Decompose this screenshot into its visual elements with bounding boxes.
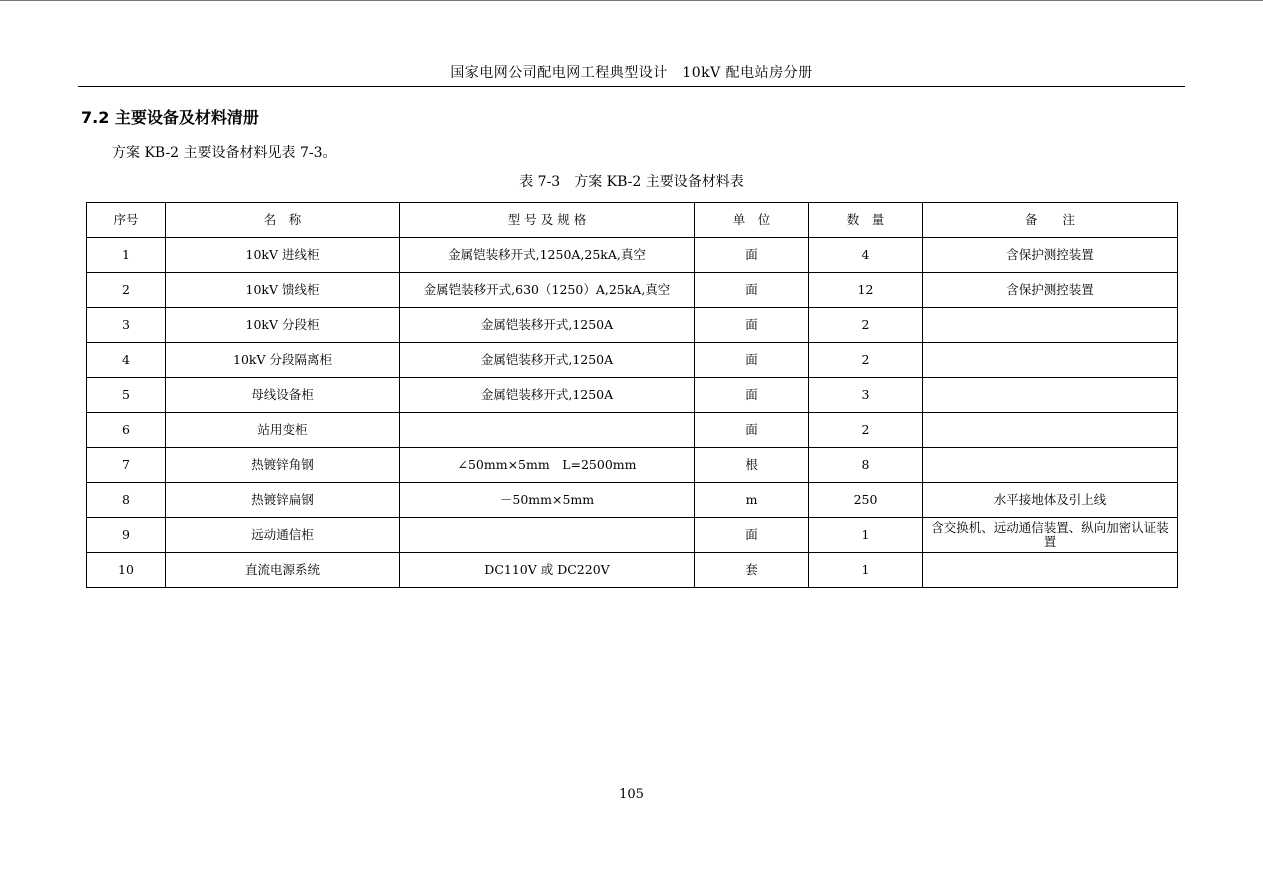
cell-unit: 面 — [695, 238, 809, 273]
table-row — [87, 308, 1178, 343]
cell-remarks: 含交换机、远动通信装置、纵向加密认证装置 — [923, 518, 1178, 553]
materials-table — [86, 202, 1178, 588]
cell-quantity: 4 — [809, 238, 923, 273]
cell-quantity: 2 — [809, 343, 923, 378]
table-row — [87, 343, 1178, 378]
cell-remarks — [923, 343, 1178, 378]
table-row — [87, 238, 1178, 273]
cell-spec: 金属铠装移开式,1250A — [400, 378, 695, 413]
cell-name: 10kV 分段隔离柜 — [166, 343, 400, 378]
cell-quantity: 250 — [809, 483, 923, 518]
table-row — [87, 518, 1178, 553]
header-cell-index: 序号 — [87, 203, 166, 238]
cell-remarks — [923, 413, 1178, 448]
cell-index: 5 — [87, 378, 166, 413]
table-row — [87, 273, 1178, 308]
cell-name: 直流电源系统 — [166, 553, 400, 588]
cell-remarks — [923, 308, 1178, 343]
cell-spec: －50mm×5mm — [400, 483, 695, 518]
cell-remarks: 含保护测控装置 — [923, 273, 1178, 308]
cell-name: 站用变柜 — [166, 413, 400, 448]
cell-index: 9 — [87, 518, 166, 553]
cell-index: 4 — [87, 343, 166, 378]
cell-unit: 面 — [695, 413, 809, 448]
cell-name: 远动通信柜 — [166, 518, 400, 553]
table-row — [87, 553, 1178, 588]
cell-unit: 根 — [695, 448, 809, 483]
section-title: 7.2 主要设备及材料清册 — [81, 108, 259, 127]
header-divider — [78, 86, 1185, 87]
cell-spec: 金属铠装移开式,1250A — [400, 343, 695, 378]
cell-index: 7 — [87, 448, 166, 483]
cell-unit: 套 — [695, 553, 809, 588]
cell-quantity: 2 — [809, 413, 923, 448]
cell-quantity: 3 — [809, 378, 923, 413]
cell-remarks: 含保护测控装置 — [923, 238, 1178, 273]
cell-spec — [400, 413, 695, 448]
cell-unit: 面 — [695, 273, 809, 308]
cell-unit: 面 — [695, 343, 809, 378]
cell-quantity: 1 — [809, 553, 923, 588]
cell-name: 10kV 分段柜 — [166, 308, 400, 343]
cell-spec: 金属铠装移开式,1250A — [400, 308, 695, 343]
cell-spec: 金属铠装移开式,630（1250）A,25kA,真空 — [400, 273, 695, 308]
cell-unit: 面 — [695, 308, 809, 343]
cell-remarks — [923, 448, 1178, 483]
table-row — [87, 448, 1178, 483]
page-number: 105 — [619, 787, 644, 802]
cell-index: 3 — [87, 308, 166, 343]
cell-index: 1 — [87, 238, 166, 273]
cell-quantity: 2 — [809, 308, 923, 343]
header-cell-unit: 单 位 — [695, 203, 809, 238]
table-row — [87, 483, 1178, 518]
cell-quantity: 1 — [809, 518, 923, 553]
cell-unit: 面 — [695, 518, 809, 553]
cell-name: 热镀锌扁钢 — [166, 483, 400, 518]
table-row — [87, 413, 1178, 448]
cell-spec: ∠50mm×5mm L=2500mm — [400, 448, 695, 483]
cell-name: 10kV 馈线柜 — [166, 273, 400, 308]
cell-spec: 金属铠装移开式,1250A,25kA,真空 — [400, 238, 695, 273]
cell-quantity: 12 — [809, 273, 923, 308]
cell-unit: 面 — [695, 378, 809, 413]
top-border-line — [0, 0, 1263, 1]
header-cell-spec: 型 号 及 规 格 — [400, 203, 695, 238]
header-cell-quantity: 数 量 — [809, 203, 923, 238]
cell-remarks — [923, 378, 1178, 413]
cell-unit: m — [695, 483, 809, 518]
cell-spec — [400, 518, 695, 553]
cell-index: 10 — [87, 553, 166, 588]
header-cell-remarks: 备 注 — [923, 203, 1178, 238]
table-caption: 表 7-3 方案 KB-2 主要设备材料表 — [519, 174, 744, 190]
header-cell-name: 名 称 — [166, 203, 400, 238]
cell-name: 热镀锌角钢 — [166, 448, 400, 483]
cell-name: 10kV 进线柜 — [166, 238, 400, 273]
cell-name: 母线设备柜 — [166, 378, 400, 413]
cell-remarks — [923, 553, 1178, 588]
cell-index: 6 — [87, 413, 166, 448]
cell-index: 2 — [87, 273, 166, 308]
cell-quantity: 8 — [809, 448, 923, 483]
running-header: 国家电网公司配电网工程典型设计 10kV 配电站房分册 — [450, 65, 813, 81]
table-header-row — [87, 203, 1178, 238]
cell-spec: DC110V 或 DC220V — [400, 553, 695, 588]
intro-paragraph: 方案 KB-2 主要设备材料见表 7-3。 — [112, 145, 337, 161]
cell-index: 8 — [87, 483, 166, 518]
table-row — [87, 378, 1178, 413]
cell-remarks: 水平接地体及引上线 — [923, 483, 1178, 518]
